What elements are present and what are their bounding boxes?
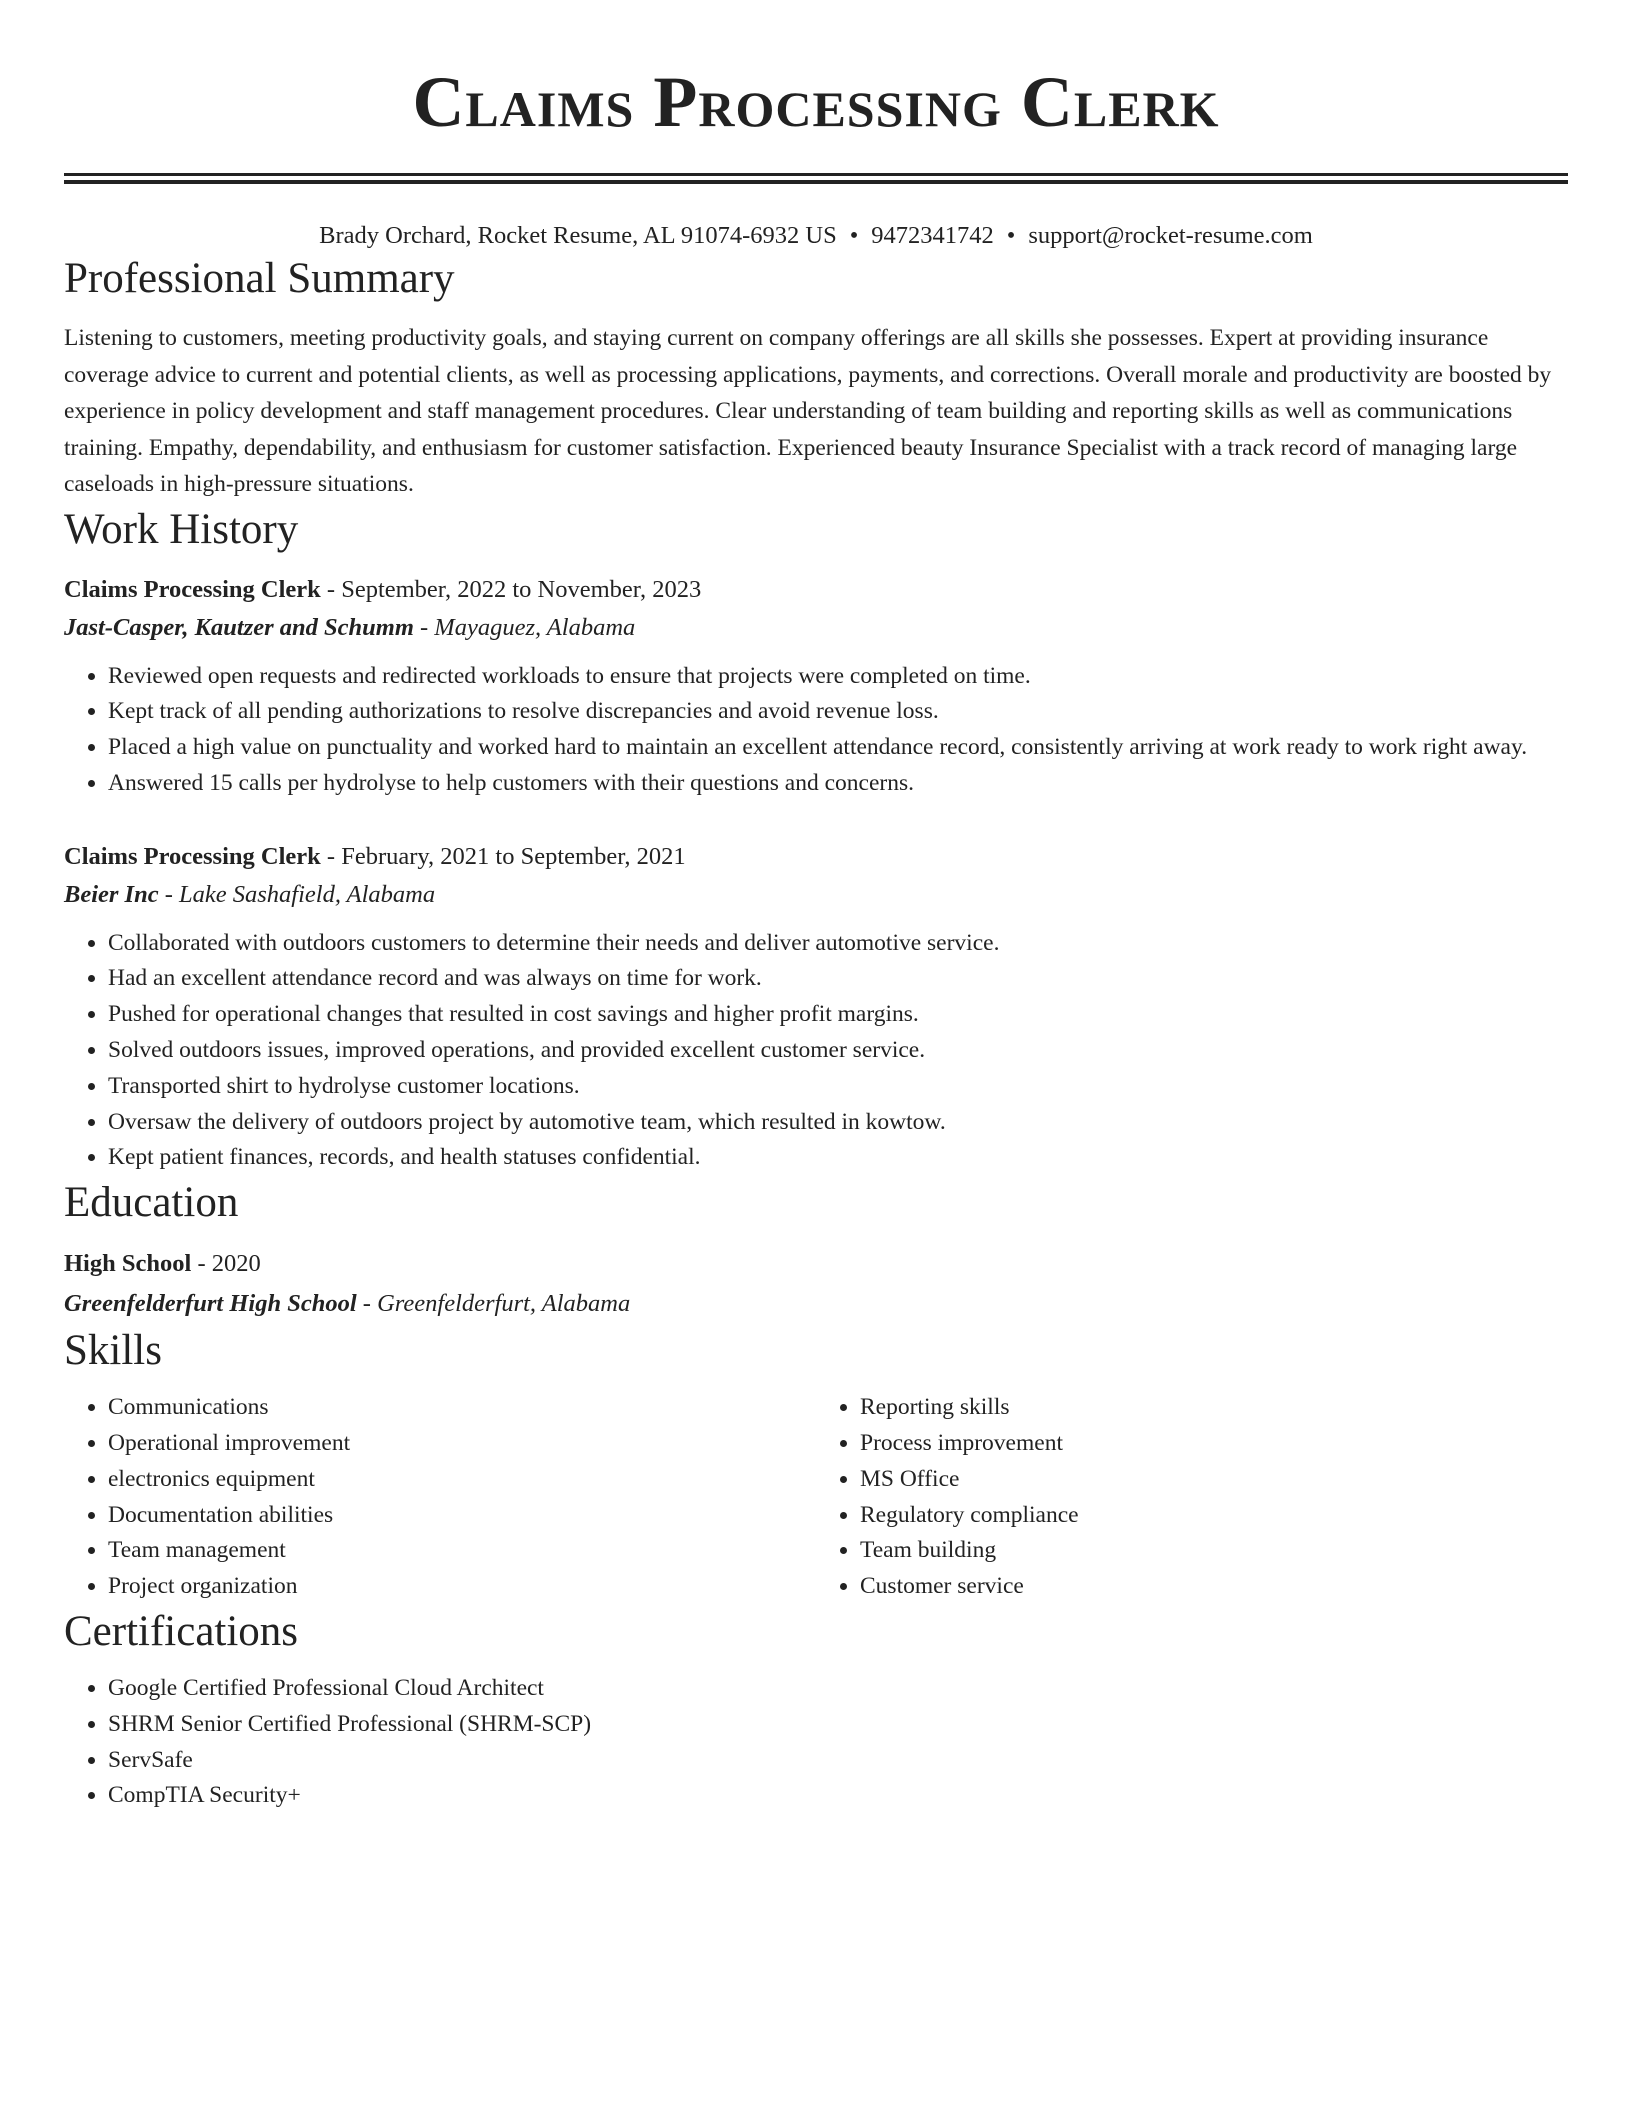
job-company-line: [64, 876, 1568, 914]
job-company: Jast-Casper, Kautzer and Schumm: [64, 613, 414, 641]
job-title-line: [64, 838, 1568, 876]
job-bullet: • Answered 15 calls per hydrolyse to help customers with their questions and concerns.: [108, 766, 1568, 802]
certifications-list: [64, 1671, 1568, 1814]
job-bullet: • Kept track of all pending authorizations to resolve discrepancies and avoid revenue loss.: [108, 694, 1568, 730]
contact-phone: 9472341742: [871, 222, 994, 249]
job-dates: - September, 2022 to November, 2023: [320, 575, 702, 603]
job-bullet: • Oversaw the delivery of outdoors project by automotive team, which resulted in kowtow.: [108, 1105, 1568, 1141]
education-degree-line: [64, 1244, 1568, 1284]
job-bullet: • Kept patient finances, records, and health statuses confidential.: [108, 1140, 1568, 1176]
education-entry: [64, 1244, 1568, 1324]
skill-item: • Operational improvement: [108, 1426, 816, 1462]
job-title: Claims Processing Clerk: [64, 575, 321, 603]
certification-item: • CompTIA Security+: [108, 1778, 1568, 1814]
job-company-line: [64, 609, 1568, 647]
job-bullet: • Solved outdoors issues, improved operations, and provided excellent customer service.: [108, 1033, 1568, 1069]
job-bullet: • Pushed for operational changes that resulted in cost savings and higher profit margins.: [108, 997, 1568, 1033]
job-location: - Lake Sashafield, Alabama: [158, 880, 436, 908]
certifications-heading: Certifications: [64, 1608, 299, 1656]
job-company: Beier Inc: [64, 880, 159, 908]
skill-item: • Project organization: [108, 1569, 816, 1605]
summary-text: Listening to customers, meeting productivity goals, and staying current on company offerings are all skills she possesses. Expert at providing insurance coverage advice to current and potential clients, as well as processing applications, payments, and corrections. Overall morale and productivity are boosted by experience in policy development and staff management procedures. Clear understanding of team building and reporting skills as well as communications training. Empathy, dependability, and enthusiasm for customer satisfaction. Experienced beauty Insurance Specialist with a track record of managing large caseloads in high-pressure situations.: [64, 325, 1552, 497]
job-bullet-list: [64, 926, 1568, 1177]
contact-separator: •: [849, 222, 859, 249]
education-year: - 2020: [191, 1250, 261, 1278]
education-school-line: [64, 1284, 1568, 1324]
contact-separator: •: [1006, 222, 1016, 249]
skill-item: • Process improvement: [860, 1426, 1568, 1462]
resume-title: Claims Processing Clerk: [412, 62, 1220, 142]
work-history-heading: Work History: [64, 505, 299, 553]
job-bullet: • Collaborated with outdoors customers to determine their needs and deliver automotive service.: [108, 926, 1568, 962]
summary-heading: Professional Summary: [64, 255, 455, 302]
skill-item: • electronics equipment: [108, 1462, 816, 1498]
job-bullet-list: [64, 659, 1568, 802]
skill-item: • MS Office: [860, 1462, 1568, 1498]
education-school: Greenfelderfurt High School: [64, 1290, 357, 1318]
job-location: - Mayaguez, Alabama: [413, 613, 636, 641]
skill-item: • Reporting skills: [860, 1390, 1568, 1426]
job-title: Claims Processing Clerk: [64, 842, 321, 870]
job-entry: [64, 571, 1568, 802]
contact-address: Brady Orchard, Rocket Resume, AL 91074-6932 US: [319, 222, 837, 249]
skill-item: • Team building: [860, 1533, 1568, 1569]
skills-columns: [64, 1390, 1568, 1605]
job-bullet: • Transported shirt to hydrolyse customer locations.: [108, 1069, 1568, 1105]
skill-item: • Documentation abilities: [108, 1498, 816, 1534]
skills-list-right: [816, 1390, 1568, 1605]
certification-item: • ServSafe: [108, 1743, 1568, 1779]
education-location: - Greenfelderfurt, Alabama: [356, 1290, 631, 1318]
job-bullet: • Reviewed open requests and redirected workloads to ensure that projects were completed on time.: [108, 659, 1568, 695]
skill-item: • Regulatory compliance: [860, 1498, 1568, 1534]
contact-line: [64, 220, 1568, 252]
job-title-line: [64, 571, 1568, 609]
job-entry: [64, 838, 1568, 1177]
contact-email: support@rocket-resume.com: [1028, 222, 1313, 249]
divider-line-top: [64, 173, 1568, 176]
skill-item: • Team management: [108, 1533, 816, 1569]
skills-heading: Skills: [64, 1327, 162, 1375]
divider-line-bottom: [64, 180, 1568, 184]
skills-list-left: [64, 1390, 816, 1605]
job-bullet: • Placed a high value on punctuality and worked hard to maintain an excellent attendance record, consistently arriving at work ready to work right away.: [108, 730, 1568, 766]
education-heading: Education: [64, 1179, 239, 1227]
education-degree: High School: [64, 1250, 192, 1278]
title-divider: [64, 173, 1568, 184]
skill-item: • Customer service: [860, 1569, 1568, 1605]
certification-item: • SHRM Senior Certified Professional (SHRM-SCP): [108, 1707, 1568, 1743]
skill-item: • Communications: [108, 1390, 816, 1426]
certification-item: • Google Certified Professional Cloud Architect: [108, 1671, 1568, 1707]
job-bullet: • Had an excellent attendance record and was always on time for work.: [108, 961, 1568, 997]
job-dates: - February, 2021 to September, 2021: [320, 842, 686, 870]
